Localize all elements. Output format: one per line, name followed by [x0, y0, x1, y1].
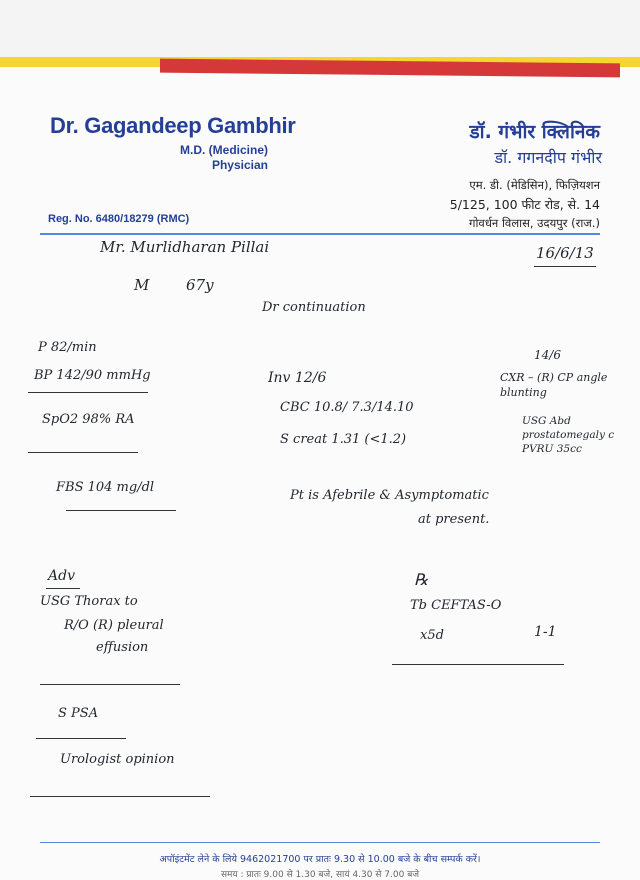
date-underline [534, 266, 596, 267]
address-line-1: 5/125, 100 फीट रोड, से. 14 [449, 197, 600, 212]
screat-result: S creat 1.31 (<1.2) [280, 432, 407, 447]
rx-drug: Tb CEFTAS-O [410, 598, 502, 613]
doctor-name-hindi: डॉ. गगनदीप गंभीर [494, 148, 602, 167]
status-line-2: at present. [418, 512, 490, 527]
advice-label: Adv [48, 568, 75, 584]
status-line-1: Pt is Afebrile & Asymptomatic [290, 488, 489, 503]
advice-underline [46, 588, 80, 589]
patient-sex: M [134, 276, 150, 294]
scan-top-margin [0, 0, 640, 58]
patient-age: 67y [186, 276, 214, 294]
fbs-underline [66, 510, 176, 511]
advice-2-underline [36, 738, 126, 739]
doctor-role: Physician [211, 158, 268, 172]
rx-dose: 1-1 [534, 624, 557, 640]
vital-bp: BP 142/90 mmHg [34, 368, 151, 383]
degree-hindi: एम. डी. (मेडिसिन), फिज़ियशन [469, 178, 600, 192]
advice-2: S PSA [58, 706, 99, 721]
advice-1c: effusion [96, 640, 149, 655]
vital-pulse: P 82/min [38, 340, 97, 355]
advice-1b: R/O (R) pleural [64, 618, 164, 633]
cxr-date: 14/6 [534, 348, 561, 362]
advice-1a: USG Thorax to [40, 594, 138, 609]
inv-label: Inv 12/6 [268, 370, 327, 386]
vital-spo2: SpO2 98% RA [42, 412, 135, 427]
usg-abd-result: USG Abd prostatomegaly c PVRU 35cc [522, 415, 615, 455]
note-date: 16/6/13 [536, 244, 594, 262]
cbc-result: CBC 10.8/ 7.3/14.10 [280, 400, 414, 415]
rx-symbol: ℞ [414, 570, 429, 589]
doctor-degree: M.D. (Medicine) [179, 143, 268, 157]
advice-1-underline [40, 684, 180, 685]
address-line-2: गोवर्धन विलास, उदयपुर (राज.) [468, 216, 600, 230]
footer-appointment: अपॉइंटमेंट लेने के लिये 9462021700 पर प्रातः 9.30 से 10.00 बजे के बीच सम्पर्क करें। [159, 854, 481, 865]
kco-note: Dr continuation [262, 300, 366, 315]
rx-underline [392, 664, 564, 665]
rx-duration: x5d [420, 628, 444, 643]
vital-fbs: FBS 104 mg/dl [56, 480, 155, 495]
registration-number: Reg. No. 6480/18279 (RMC) [48, 213, 190, 225]
header-divider [40, 233, 600, 235]
bp-underline [28, 392, 148, 393]
advice-3-underline [30, 796, 210, 797]
doctor-name: Dr. Gagandeep Gambhir [50, 113, 296, 138]
spo2-underline [28, 452, 138, 453]
footer-timing: समय : प्रातः 9.00 से 1.30 बजे, सायं 4.30 से 7.00 बजे [220, 870, 420, 880]
clinic-name-hindi: डॉ. गंभीर क्लिनिक [469, 121, 600, 143]
advice-3: Urologist opinion [60, 752, 175, 767]
cxr-result: CXR – (R) CP angle blunting [500, 371, 608, 399]
patient-name: Mr. Murlidharan Pillai [100, 238, 270, 256]
footer-divider [40, 842, 600, 843]
